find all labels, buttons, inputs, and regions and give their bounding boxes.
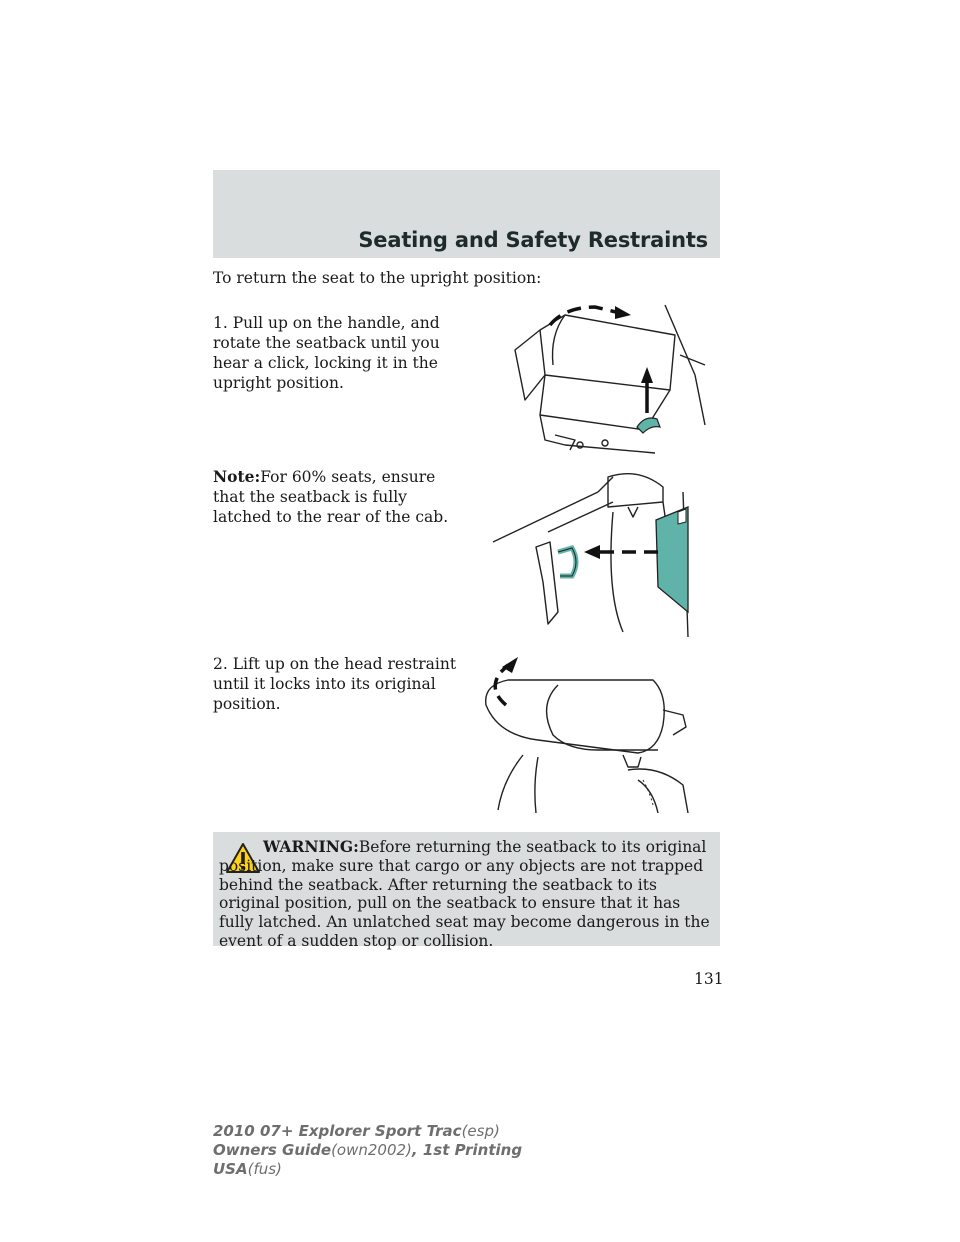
footer-line-1 — [213, 1122, 522, 1141]
note-body: For 60% seats, ensure that the seatback is fully latched to the rear of the cab. — [213, 468, 449, 526]
warning-label: WARNING: — [263, 837, 359, 856]
page-number: 131 — [694, 970, 724, 988]
footer-line-2 — [213, 1141, 522, 1160]
footer-line-3 — [213, 1160, 522, 1179]
footer — [213, 1122, 522, 1179]
step-1-text: 1. Pull up on the handle, and rotate the seatback until you hear a click, locking it in the upright position. — [213, 314, 440, 392]
head-restraint-illustration — [478, 655, 710, 813]
footer-guide-code: (own2002) — [331, 1141, 412, 1159]
footer-market-code: (fus) — [247, 1160, 282, 1178]
section-title: Seating and Safety Restraints — [358, 228, 708, 252]
warning-body: Before returning the seatback to its original position, make sure that cargo or any objects are not trapped behind the seatback. After returning the seatback to its original position, pull on the seatback to ensure that it has fully latched. An unlatched seat may become dangerous in the event of a sudden stop or collision. — [219, 838, 710, 950]
intro-text: To return the seat to the upright position: — [213, 269, 542, 287]
step-2-text: 2. Lift up on the head restraint until it locks into its original position. — [213, 655, 457, 713]
footer-market: USA — [213, 1160, 248, 1178]
footer-vehicle: 2010 07+ Explorer Sport Trac — [213, 1122, 462, 1140]
section-header-band — [213, 170, 720, 258]
note-label: Note: — [213, 467, 261, 486]
warning-box — [213, 832, 720, 950]
footer-printing: , 1st Printing — [411, 1141, 523, 1159]
footer-guide: Owners Guide — [213, 1141, 332, 1159]
warning-text — [219, 838, 719, 951]
seat-latch-illustration — [488, 472, 710, 640]
seatback-rotate-illustration — [505, 295, 715, 455]
footer-vehicle-code: (esp) — [461, 1122, 500, 1140]
note-text — [213, 467, 463, 527]
